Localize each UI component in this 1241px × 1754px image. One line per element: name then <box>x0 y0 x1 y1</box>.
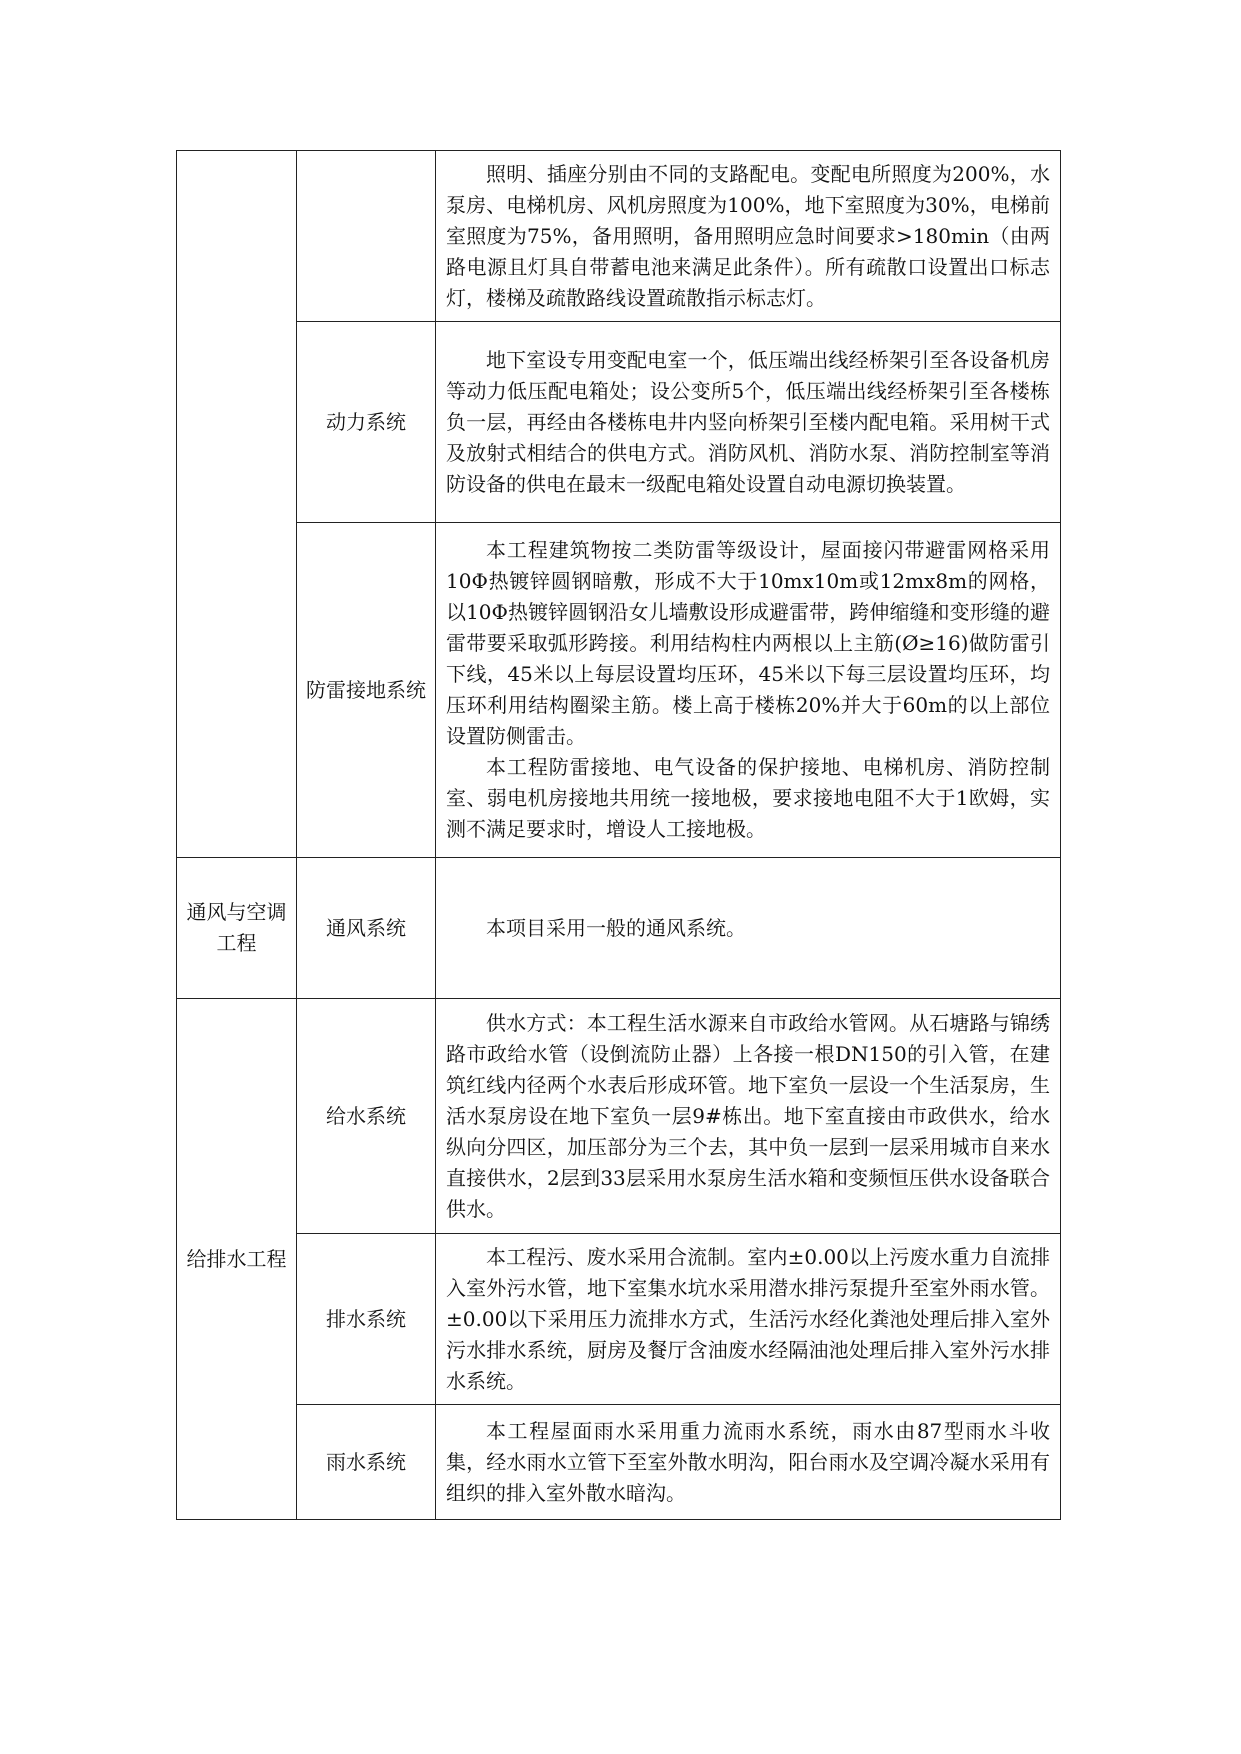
description-cell <box>436 1234 1061 1405</box>
description-cell <box>436 151 1061 322</box>
table-row <box>177 1234 1061 1405</box>
description-cell <box>436 999 1061 1234</box>
description-cell <box>436 322 1061 523</box>
table-row <box>177 322 1061 523</box>
description-paragraph: 本工程建筑物按二类防雷等级设计，屋面接闪带避雷网格采用10Φ热镀锌圆钢暗敷，形成不大于10mx10m或12mx8m的网格，以10Φ热镀锌圆钢沿女儿墙敷设形成避雷带，跨伸缩缝和变形缝的避雷带要采取弧形跨接。利用结构柱内两根以上主筋(Ø≥16)做防雷引下线，45米以上每层设置均压环，45米以下每三层设置均压环，均压环利用结构圈梁主筋。楼上高于楼栋20%并大于60m的以上部位设置防侧雷击。 <box>446 538 1050 748</box>
system-cell: 通风系统 <box>297 858 436 999</box>
table-row <box>177 151 1061 322</box>
description-paragraph: 本项目采用一般的通风系统。 <box>486 915 746 940</box>
system-cell: 雨水系统 <box>297 1405 436 1520</box>
category-cell: 通风与空调工程 <box>177 858 297 999</box>
table-row <box>177 858 1061 999</box>
description-paragraph: 本工程防雷接地、电气设备的保护接地、电梯机房、消防控制室、弱电机房接地共用统一接地极，要求接地电阻不大于1欧姆，实测不满足要求时，增设人工接地极。 <box>446 755 1050 841</box>
category-cell: 给排水工程 <box>177 999 297 1520</box>
table-row <box>177 1405 1061 1520</box>
description-cell <box>436 858 1061 999</box>
description-paragraph: 地下室设专用变配电室一个，低压端出线经桥架引至各设备机房等动力低压配电箱处；设公变所5个，低压端出线经桥架引至各楼栋负一层，再经由各楼栋电井内竖向桥架引至楼内配电箱。采用树干式及放射式相结合的供电方式。消防风机、消防水泵、消防控制室等消防设备的供电在最末一级配电箱处设置自动电源切换装置。 <box>446 347 1050 496</box>
description-paragraph: 照明、插座分别由不同的支路配电。变配电所照度为200%，水泵房、电梯机房、风机房照度为100%，地下室照度为30%，电梯前室照度为75%，备用照明，备用照明应急时间要求>180min（由两路电源且灯具自带蓄电池来满足此条件）。所有疏散口设置出口标志灯，楼梯及疏散路线设置疏散指示标志灯。 <box>446 161 1050 310</box>
system-cell: 防雷接地系统 <box>297 523 436 858</box>
table-row <box>177 999 1061 1234</box>
spec-table <box>176 150 1061 1520</box>
system-cell: 给水系统 <box>297 999 436 1234</box>
system-cell: 排水系统 <box>297 1234 436 1405</box>
description-paragraph: 本工程污、废水采用合流制。室内±0.00以上污废水重力自流排入室外污水管，地下室集水坑水采用潜水排污泵提升至室外雨水管。±0.00以下采用压力流排水方式，生活污水经化粪池处理后排入室外污水排水系统，厨房及餐厅含油废水经隔油池处理后排入室外污水排水系统。 <box>446 1244 1050 1393</box>
system-cell <box>297 151 436 322</box>
system-cell: 动力系统 <box>297 322 436 523</box>
description-paragraph: 本工程屋面雨水采用重力流雨水系统，雨水由87型雨水斗收集，经水雨水立管下至室外散水明沟，阳台雨水及空调冷凝水采用有组织的排入室外散水暗沟。 <box>446 1418 1050 1505</box>
description-paragraph: 供水方式：本工程生活水源来自市政给水管网。从石塘路与锦绣路市政给水管（设倒流防止器）上各接一根DN150的引入管，在建筑红线内径两个水表后形成环管。地下室负一层设一个生活泵房，生活水泵房设在地下室负一层9#栋出。地下室直接由市政供水，给水纵向分四区，加压部分为三个去，其中负一层到一层采用城市自来水直接供水，2层到33层采用水泵房生活水箱和变频恒压供水设备联合供水。 <box>446 1010 1050 1221</box>
category-cell <box>177 151 297 858</box>
description-cell <box>436 1405 1061 1520</box>
table-row <box>177 523 1061 858</box>
description-cell <box>436 523 1061 858</box>
